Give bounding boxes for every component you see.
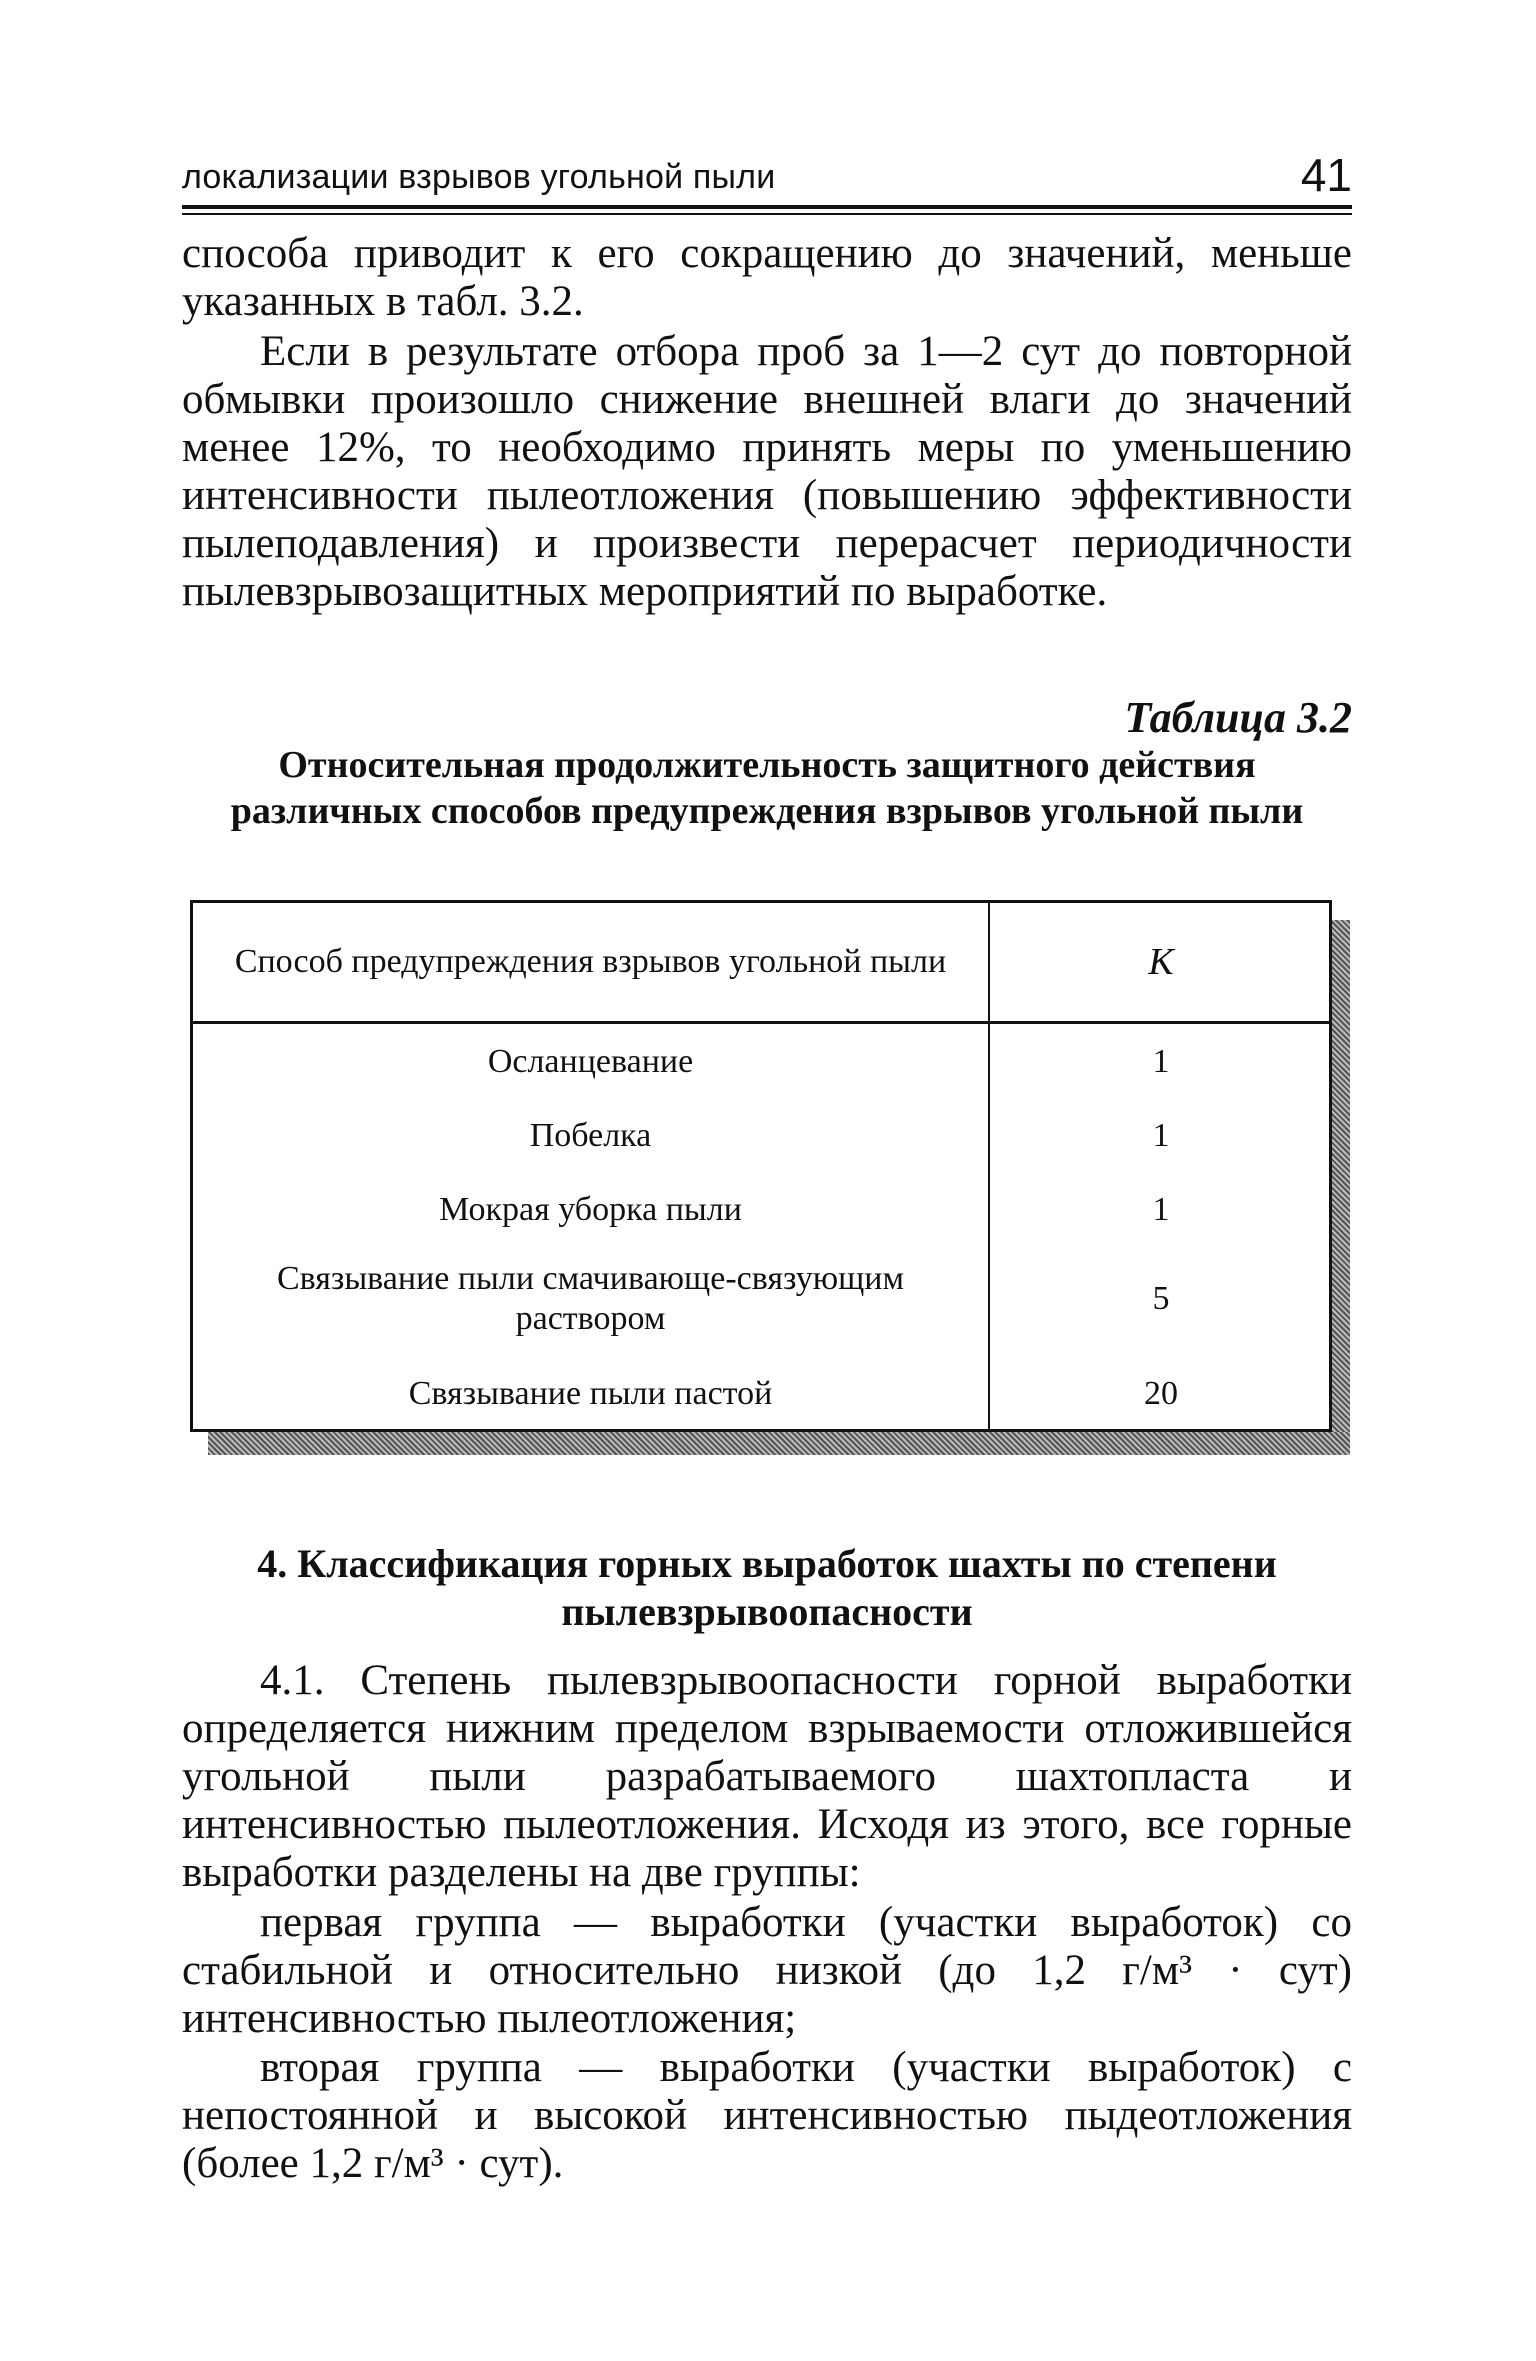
table-cell-k: 1 [1152, 1117, 1170, 1154]
table-cell-k: 5 [1152, 1280, 1170, 1317]
data-table [190, 900, 1332, 1432]
running-head [182, 148, 1352, 201]
paragraph-classification: 4.1. Степень пылевзрывоопасности горной выработки определяется нижним пределом взрываемости отложившейся угольной пыли разрабатываемого шахтопласта и интенсивностью пылеотложения. Исходя из этого, все горные выработки разделены на две группы: [182, 1657, 1352, 1896]
paragraph-group-two: вторая группа — выработки (участки выработок) с непостоянной и высокой интенсивностью пыдеотложения (более 1,2 г/м³ · сут). [182, 2044, 1352, 2187]
table-cell-method: Связывание пыли пастой [408, 1375, 773, 1412]
paragraph-moisture: Если в результате отбора проб за 1—2 сут до повторной обмывки произошло снижение внешней влаги до значений менее 12%, то необходимо принять меры по уменьшению интенсивности пылеотложения (повышению эффективности пылеподавления) и произвести перерасчет периодичности пылевзрывозащитных мероприятий по выработке. [182, 328, 1352, 615]
table-title: Относительная продолжительность защитного действия различных способов предупреждения взрывов угольной пыли [230, 744, 1304, 832]
header-rule [182, 205, 1352, 209]
page-number: 41 [1300, 149, 1352, 201]
table-cell-method: Побелка [529, 1117, 652, 1154]
table-header-k: K [1148, 941, 1174, 983]
table-label: Таблица 3.2 [1124, 693, 1352, 742]
section-heading: 4. Классификация горных выработок шахты по степени пылевзрывоопасности [257, 1541, 1277, 1634]
table-cell-method: Мокрая уборка пыли [439, 1191, 742, 1228]
header-rule-thin [182, 213, 1352, 215]
table-cell-k: 20 [1144, 1375, 1178, 1412]
table-header-divider [193, 1021, 1329, 1024]
paragraph-continuation: способа приводит к его сокращению до значений, меньше указанных в табл. 3.2. [182, 230, 1352, 325]
table-shadow-bottom [208, 1432, 1350, 1455]
table-cell-method: Связывание пыли смачивающе-связующим раствором [276, 1260, 904, 1337]
table-cell-k: 1 [1152, 1043, 1170, 1080]
table-header-method: Способ предупреждения взрывов угольной пыли [234, 943, 947, 980]
table-cell-method: Осланцевание [487, 1043, 694, 1080]
table-cell-k: 1 [1152, 1191, 1170, 1228]
running-title: локализации взрывов угольной пыли [182, 158, 776, 196]
table-shadow-right [1332, 920, 1350, 1455]
paragraph-group-one: первая группа — выработки (участки выработок) со стабильной и относительно низкой (до 1,2 г/м³ · сут) интенсивностью пылеотложения; [182, 1899, 1352, 2042]
